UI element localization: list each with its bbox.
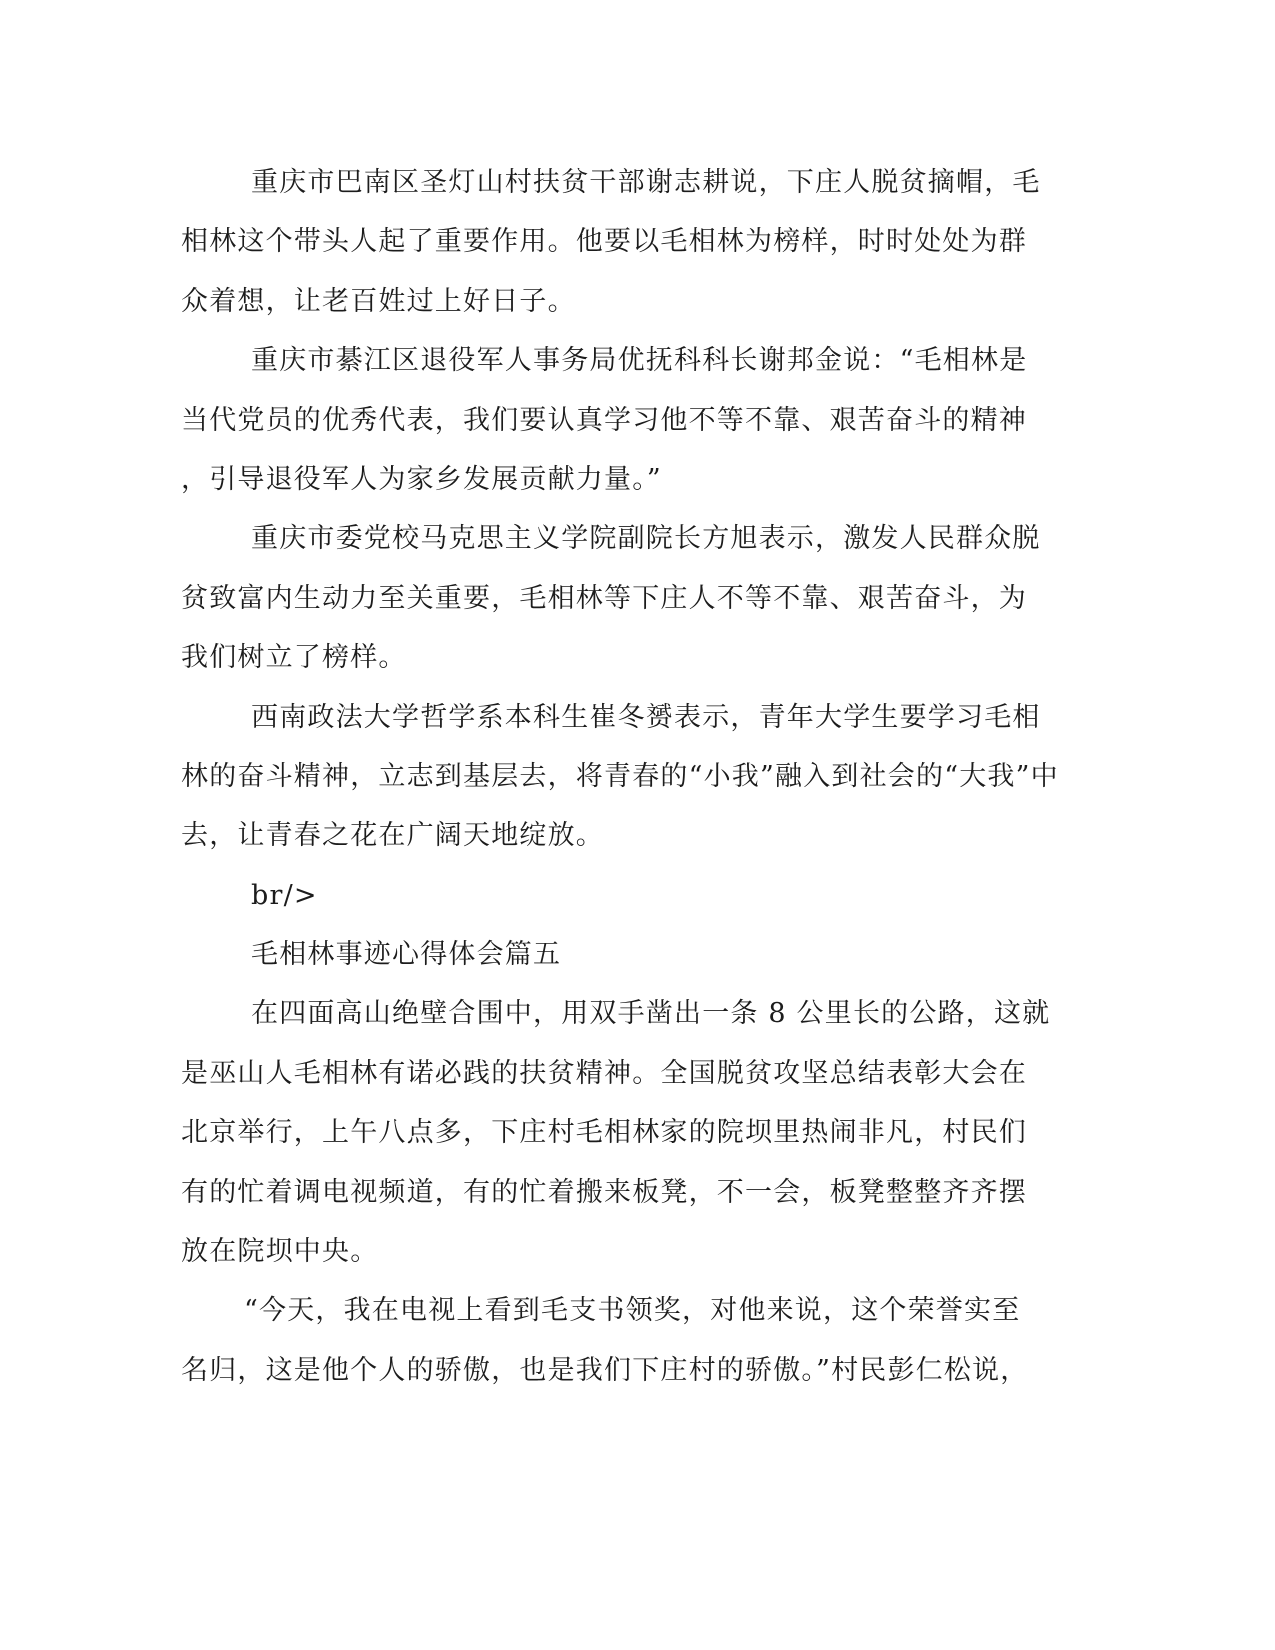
paragraph-line: 放在院坝中央。 bbox=[181, 1236, 379, 1268]
paragraph-line: ，引导退役军人为家乡发展贡献力量。” bbox=[181, 463, 662, 495]
paragraph-line: 我们树立了榜样。 bbox=[181, 642, 407, 674]
paragraph-line: 贫致富内生动力至关重要，毛相林等下庄人不等不靠、艰苦奋斗，为 bbox=[181, 582, 1027, 614]
paragraph-line: 当代党员的优秀代表，我们要认真学习他不等不靠、艰苦奋斗的精神 bbox=[181, 404, 1027, 436]
paragraph-line: 有的忙着调电视频道，有的忙着搬来板凳，不一会，板凳整整齐齐摆 bbox=[181, 1176, 1027, 1208]
paragraph-line: 是巫山人毛相林有诺必践的扶贫精神。全国脱贫攻坚总结表彰大会在 bbox=[181, 1057, 1027, 1089]
paragraph-line: 相林这个带头人起了重要作用。他要以毛相林为榜样，时时处处为群 bbox=[181, 226, 1027, 258]
paragraph-line: 重庆市綦江区退役军人事务局优抚科科长谢邦金说：“毛相林是 bbox=[251, 345, 1028, 377]
stray-markup-line: br/> bbox=[251, 879, 318, 911]
paragraph-line: 在四面高山绝壁合围中，用双手凿出一条 8 公里长的公路，这就 bbox=[251, 998, 1051, 1030]
paragraph-line: “今天，我在电视上看到毛支书领奖，对他来说，这个荣誉实至 bbox=[244, 1295, 1021, 1327]
paragraph-line: 重庆市委党校马克思主义学院副院长方旭表示，激发人民群众脱 bbox=[251, 523, 1041, 555]
paragraph-line: 众着想，让老百姓过上好日子。 bbox=[181, 285, 576, 317]
paragraph-line: 去，让青春之花在广阔天地绽放。 bbox=[181, 820, 604, 852]
paragraph-line: 北京举行，上午八点多，下庄村毛相林家的院坝里热闹非凡，村民们 bbox=[181, 1117, 1027, 1149]
section-heading: 毛相林事迹心得体会篇五 bbox=[251, 939, 562, 971]
document-body bbox=[181, 153, 1059, 1400]
paragraph-line: 林的奋斗精神，立志到基层去，将青春的“小我”融入到社会的“大我”中 bbox=[181, 760, 1059, 792]
paragraph-line: 重庆市巴南区圣灯山村扶贫干部谢志耕说，下庄人脱贫摘帽，毛 bbox=[251, 167, 1041, 198]
paragraph-line: 西南政法大学哲学系本科生崔冬赟表示，青年大学生要学习毛相 bbox=[251, 701, 1041, 733]
paragraph-line: 名归，这是他个人的骄傲，也是我们下庄村的骄傲。”村民彭仁松说， bbox=[181, 1354, 1029, 1386]
